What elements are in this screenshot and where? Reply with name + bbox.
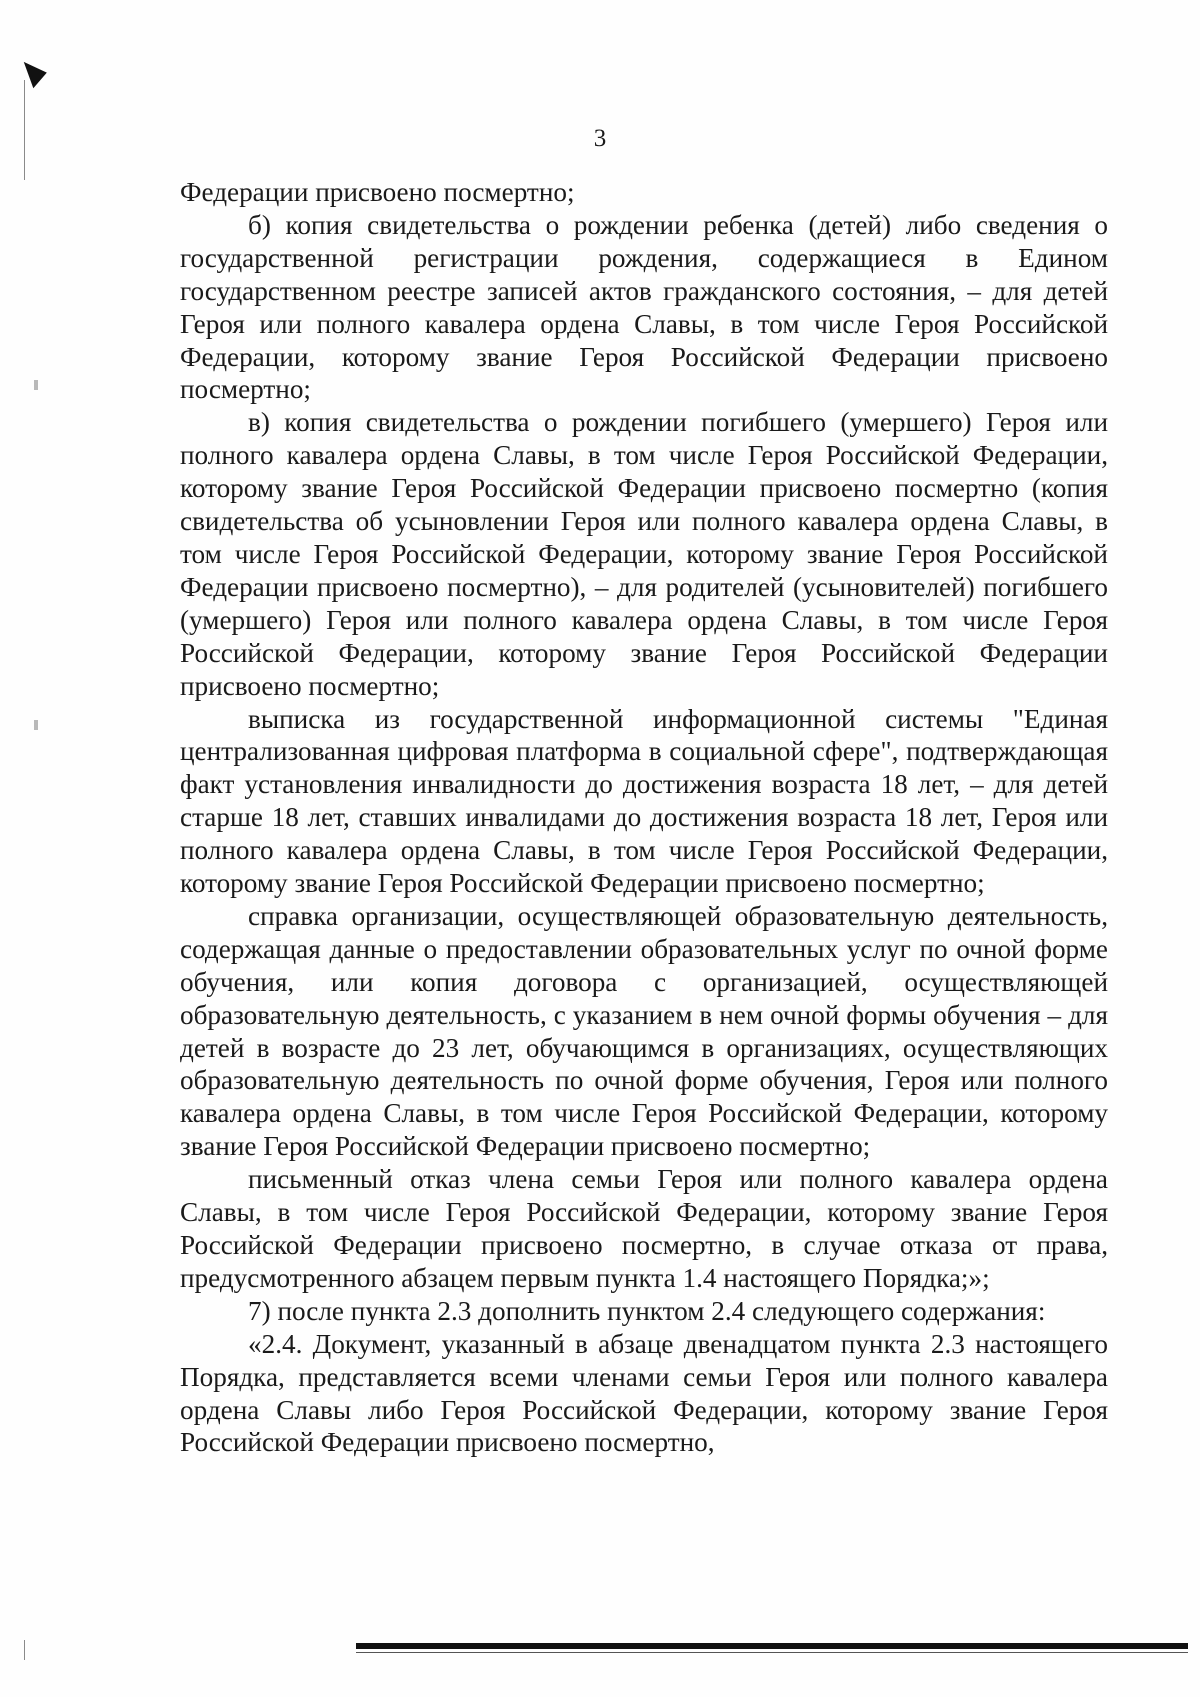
- paragraph-item-v: в) копия свидетельства о рождении погибшего (умершего) Героя или полного кавалера ордена Славы, в том числе Героя Российской Федерации, которому звание Героя Российской Федерации присвоено посмертно (копия свидетельства об усыновлении Героя или полного кавалера ордена Славы, в том числе Героя Российской Федерации, которому звание Героя Российской Федерации присвоено посмертно), – для родителей (усыновителей) погибшего (умершего) Героя или полного кавалера ордена Славы, в том числе Героя Российской Федерации, которому звание Героя Российской Федерации присвоено посмертно;: [180, 407, 1108, 701]
- paragraph-amendment-7: 7) после пункта 2.3 дополнить пунктом 2.4 следующего содержания:: [248, 1295, 1046, 1326]
- scan-speck: [34, 380, 38, 390]
- paragraph-refusal: письменный отказ члена семьи Героя или полного кавалера ордена Славы, в том числе Героя Российской Федерации, которому звание Героя Российской Федерации присвоено посмертно, в случае отказа от права, предусмотренного абзацем первым пункта 1.4 настоящего Порядка;»;: [180, 1164, 1108, 1293]
- paragraph-item-b: б) копия свидетельства о рождении ребенка (детей) либо сведения о государственной регистрации рождения, содержащиеся в Едином государственном реестре записей актов гражданского состояния, – для детей Героя или полного кавалера ордена Славы, в том числе Героя Российской Федерации, которому звание Героя Российской Федерации присвоено посмертно;: [180, 209, 1108, 405]
- paragraph-extract: выписка из государственной информационной системы "Единая централизованная цифровая платформа в социальной сфере", подтверждающая факт установления инвалидности до достижения возраста 18 лет, – для детей старше 18 лет, ставших инвалидами до достижения возраста 18 лет, Героя или полного кавалера ордена Славы, в том числе Героя Российской Федерации, которому звание Героя Российской Федерации присвоено посмертно;: [180, 703, 1108, 899]
- paragraph-continuation: Федерации присвоено посмертно;: [180, 177, 575, 207]
- scan-speck: [34, 720, 38, 730]
- page-number: 3: [593, 125, 607, 152]
- scan-edge-line: [24, 1640, 25, 1660]
- paragraph-certificate: справка организации, осуществляющей образовательную деятельность, содержащая данные о предоставлении образовательных услуг по очной форме обучения, или копия договора с организацией, осуществляющей образовательную деятельность, с указанием в нем очной формы обучения – для детей в возрасте до 23 лет, обучающимся в организациях, осуществляющих образовательную деятельность по очной форме обучения, Героя или полного кавалера ордена Славы, в том числе Героя Российской Федерации, которому звание Героя Российской Федерации присвоено посмертно;: [180, 900, 1108, 1162]
- document-body: [180, 176, 1108, 1459]
- scan-corner-mark: [24, 56, 50, 88]
- paragraph-clause-2-4: «2.4. Документ, указанный в абзаце двенадцатом пункта 2.3 настоящего Порядка, представляется всеми членами семьи Героя или полного кавалера ордена Славы либо Героя Российской Федерации, которому звание Героя Российской Федерации присвоено посмертно,: [180, 1328, 1108, 1458]
- footer-rule: [356, 1643, 1188, 1649]
- footer-rule-thin: [356, 1652, 1188, 1653]
